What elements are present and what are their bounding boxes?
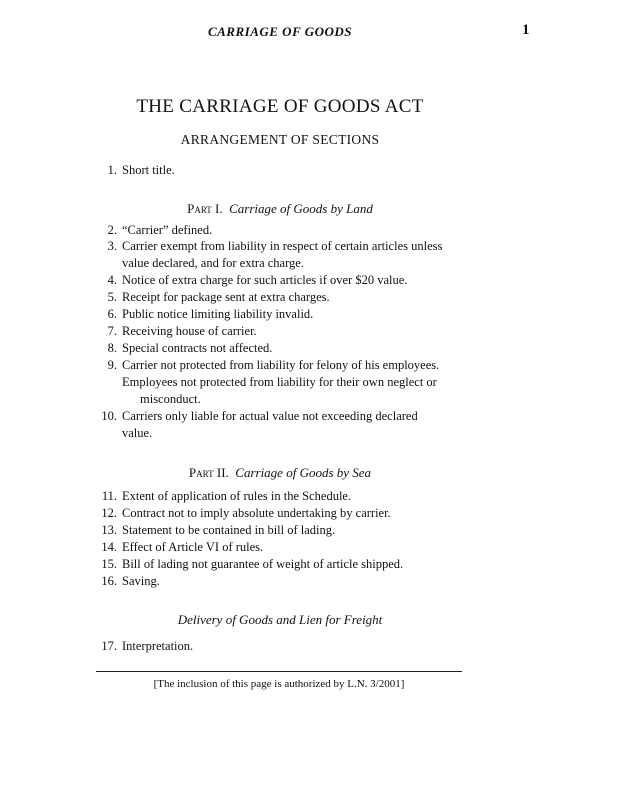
footer-rule <box>96 671 462 672</box>
section-continuation: misconduct. <box>140 392 201 406</box>
section-continuation: Employees not protected from liability for their own neglect or <box>122 375 437 389</box>
section-entry: 16. Saving. <box>101 574 160 588</box>
page-number: 1 <box>522 22 530 38</box>
part-2-heading <box>0 465 560 481</box>
delivery-heading: Delivery of Goods and Lien for Freight <box>177 612 383 627</box>
section-entry: 2. “Carrier” defined. <box>107 223 213 237</box>
section-entry: 13. Statement to be contained in bill of lading. <box>101 523 336 537</box>
section-entry: 17. Interpretation. <box>101 639 194 653</box>
part-1-title: Carriage of Goods by Land <box>229 201 373 216</box>
section-entry: 11. Extent of application of rules in the Schedule. <box>101 489 352 503</box>
section-entry: 12. Contract not to imply absolute undertaking by carrier. <box>101 506 391 520</box>
section-entry: 5. Receipt for package sent at extra charges. <box>107 290 330 304</box>
section-entry: 3. Carrier exempt from liability in respect of certain articles unless <box>107 239 443 253</box>
authorization-note: [The inclusion of this page is authorized by L.N. 3/2001] <box>153 678 405 690</box>
arrangement-subtitle: ARRANGEMENT OF SECTIONS <box>180 132 380 147</box>
section-continuation: value. <box>122 426 153 440</box>
section-entry: 4. Notice of extra charge for such articles if over $20 value. <box>107 273 408 287</box>
section-entry: 9. Carrier not protected from liability for felony of his employees. <box>107 358 440 372</box>
section-entry: 14. Effect of Article VI of rules. <box>101 540 264 554</box>
section-entry: 1. Short title. <box>107 163 175 177</box>
running-head: CARRIAGE OF GOODS <box>207 24 353 39</box>
act-title: THE CARRIAGE OF GOODS ACT <box>136 96 424 117</box>
section-entry: 6. Public notice limiting liability invalid. <box>107 307 314 321</box>
section-entry: 15. Bill of lading not guarantee of weight of article shipped. <box>101 557 404 571</box>
section-entry: 10. Carriers only liable for actual value not exceeding declared <box>101 409 418 423</box>
section-entry: 8. Special contracts not affected. <box>107 341 273 355</box>
part-2-title: Carriage of Goods by Sea <box>235 465 372 480</box>
part-1-label: Part I. <box>187 201 223 216</box>
part-2-label: Part II. <box>188 465 229 480</box>
section-continuation: value declared, and for extra charge. <box>122 256 304 270</box>
part-1-heading <box>0 201 560 217</box>
section-entry: 7. Receiving house of carrier. <box>107 324 257 338</box>
